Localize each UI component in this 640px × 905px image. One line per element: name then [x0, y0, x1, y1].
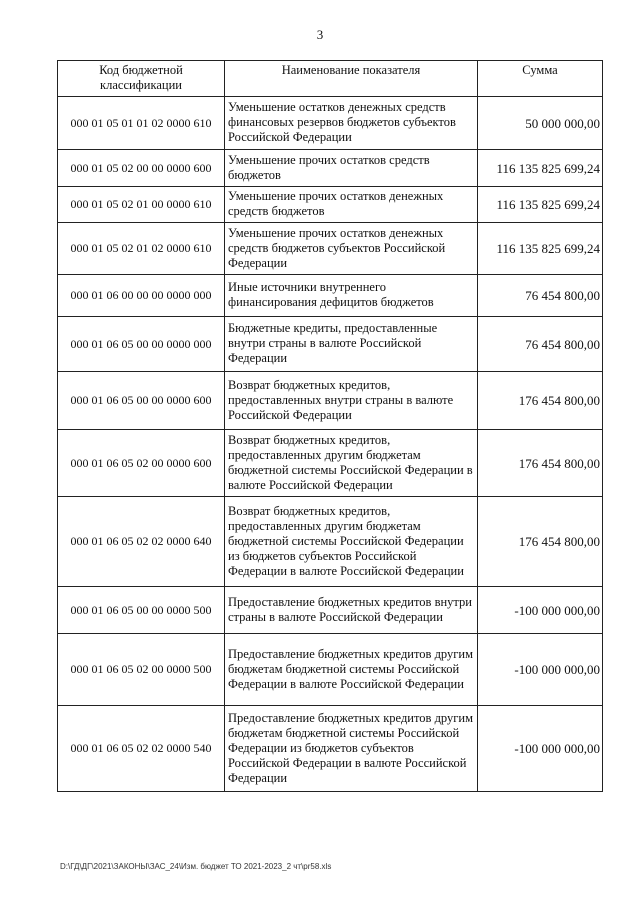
row-name: Предоставление бюджетных кредитов другим бюджетам бюджетной системы Российской Федерации в валюте Российской Федерации	[225, 634, 478, 706]
row-name: Уменьшение прочих остатков денежных средств бюджетов субъектов Российской Федерации	[225, 223, 478, 275]
table-row	[58, 97, 603, 150]
row-sum: 176 454 800,00	[478, 497, 603, 587]
row-sum: 76 454 800,00	[478, 275, 603, 317]
row-name: Уменьшение остатков денежных средств финансовых резервов бюджетов субъектов Российской Федерации	[225, 97, 478, 150]
table-row	[58, 497, 603, 587]
row-sum: 76 454 800,00	[478, 317, 603, 372]
row-name: Возврат бюджетных кредитов, предоставленных внутри страны в валюте Российской Федерации	[225, 372, 478, 430]
row-name: Предоставление бюджетных кредитов внутри страны в валюте Российской Федерации	[225, 587, 478, 634]
row-name: Возврат бюджетных кредитов, предоставленных другим бюджетам бюджетной системы Российской Федерации из бюджетов субъектов Российской Федерации в валюте Российской Федерации	[225, 497, 478, 587]
row-sum: -100 000 000,00	[478, 634, 603, 706]
table-row	[58, 587, 603, 634]
row-sum: 50 000 000,00	[478, 97, 603, 150]
row-code: 000 01 05 02 01 00 0000 610	[58, 187, 225, 223]
budget-sources-table	[57, 60, 603, 792]
row-sum: 116 135 825 699,24	[478, 187, 603, 223]
table-row	[58, 275, 603, 317]
row-code: 000 01 05 02 00 00 0000 600	[58, 150, 225, 187]
row-sum: 116 135 825 699,24	[478, 223, 603, 275]
header-sum: Сумма	[478, 61, 603, 97]
row-sum: 116 135 825 699,24	[478, 150, 603, 187]
row-name: Возврат бюджетных кредитов, предоставленных другим бюджетам бюджетной системы Российской Федерации в валюте Российской Федерации	[225, 430, 478, 497]
file-path-footer: D:\ГД\ДГ\2021\ЗАКОНЫ\ЗАС_24\Изм. бюджет ТО 2021-2023_2 чт\pr58.xls	[60, 862, 332, 871]
row-code: 000 01 06 05 02 00 0000 600	[58, 430, 225, 497]
row-code: 000 01 06 05 00 00 0000 500	[58, 587, 225, 634]
row-sum: -100 000 000,00	[478, 587, 603, 634]
table-row	[58, 634, 603, 706]
row-code: 000 01 06 05 00 00 0000 000	[58, 317, 225, 372]
row-code: 000 01 06 05 02 00 0000 500	[58, 634, 225, 706]
header-code: Код бюджетной классификации	[58, 61, 225, 97]
table-row	[58, 317, 603, 372]
row-name: Уменьшение прочих остатков средств бюджетов	[225, 150, 478, 187]
header-name: Наименование показателя	[225, 61, 478, 97]
row-name: Бюджетные кредиты, предоставленные внутри страны в валюте Российской Федерации	[225, 317, 478, 372]
table-row	[58, 372, 603, 430]
row-name: Предоставление бюджетных кредитов другим бюджетам бюджетной системы Российской Федерации из бюджетов субъектов Российской Федерации в валюте Российской Федерации	[225, 706, 478, 792]
table-row	[58, 223, 603, 275]
row-sum: -100 000 000,00	[478, 706, 603, 792]
table-row	[58, 187, 603, 223]
row-code: 000 01 06 05 02 02 0000 540	[58, 706, 225, 792]
row-code: 000 01 05 01 01 02 0000 610	[58, 97, 225, 150]
page-number: 3	[316, 27, 324, 42]
row-code: 000 01 05 02 01 02 0000 610	[58, 223, 225, 275]
table-header-row	[58, 61, 603, 97]
row-name: Иные источники внутреннего финансирования дефицитов бюджетов	[225, 275, 478, 317]
row-code: 000 01 06 00 00 00 0000 000	[58, 275, 225, 317]
row-sum: 176 454 800,00	[478, 430, 603, 497]
row-code: 000 01 06 05 02 02 0000 640	[58, 497, 225, 587]
table-row	[58, 430, 603, 497]
row-code: 000 01 06 05 00 00 0000 600	[58, 372, 225, 430]
row-name: Уменьшение прочих остатков денежных средств бюджетов	[225, 187, 478, 223]
table-row	[58, 706, 603, 792]
row-sum: 176 454 800,00	[478, 372, 603, 430]
table-row	[58, 150, 603, 187]
